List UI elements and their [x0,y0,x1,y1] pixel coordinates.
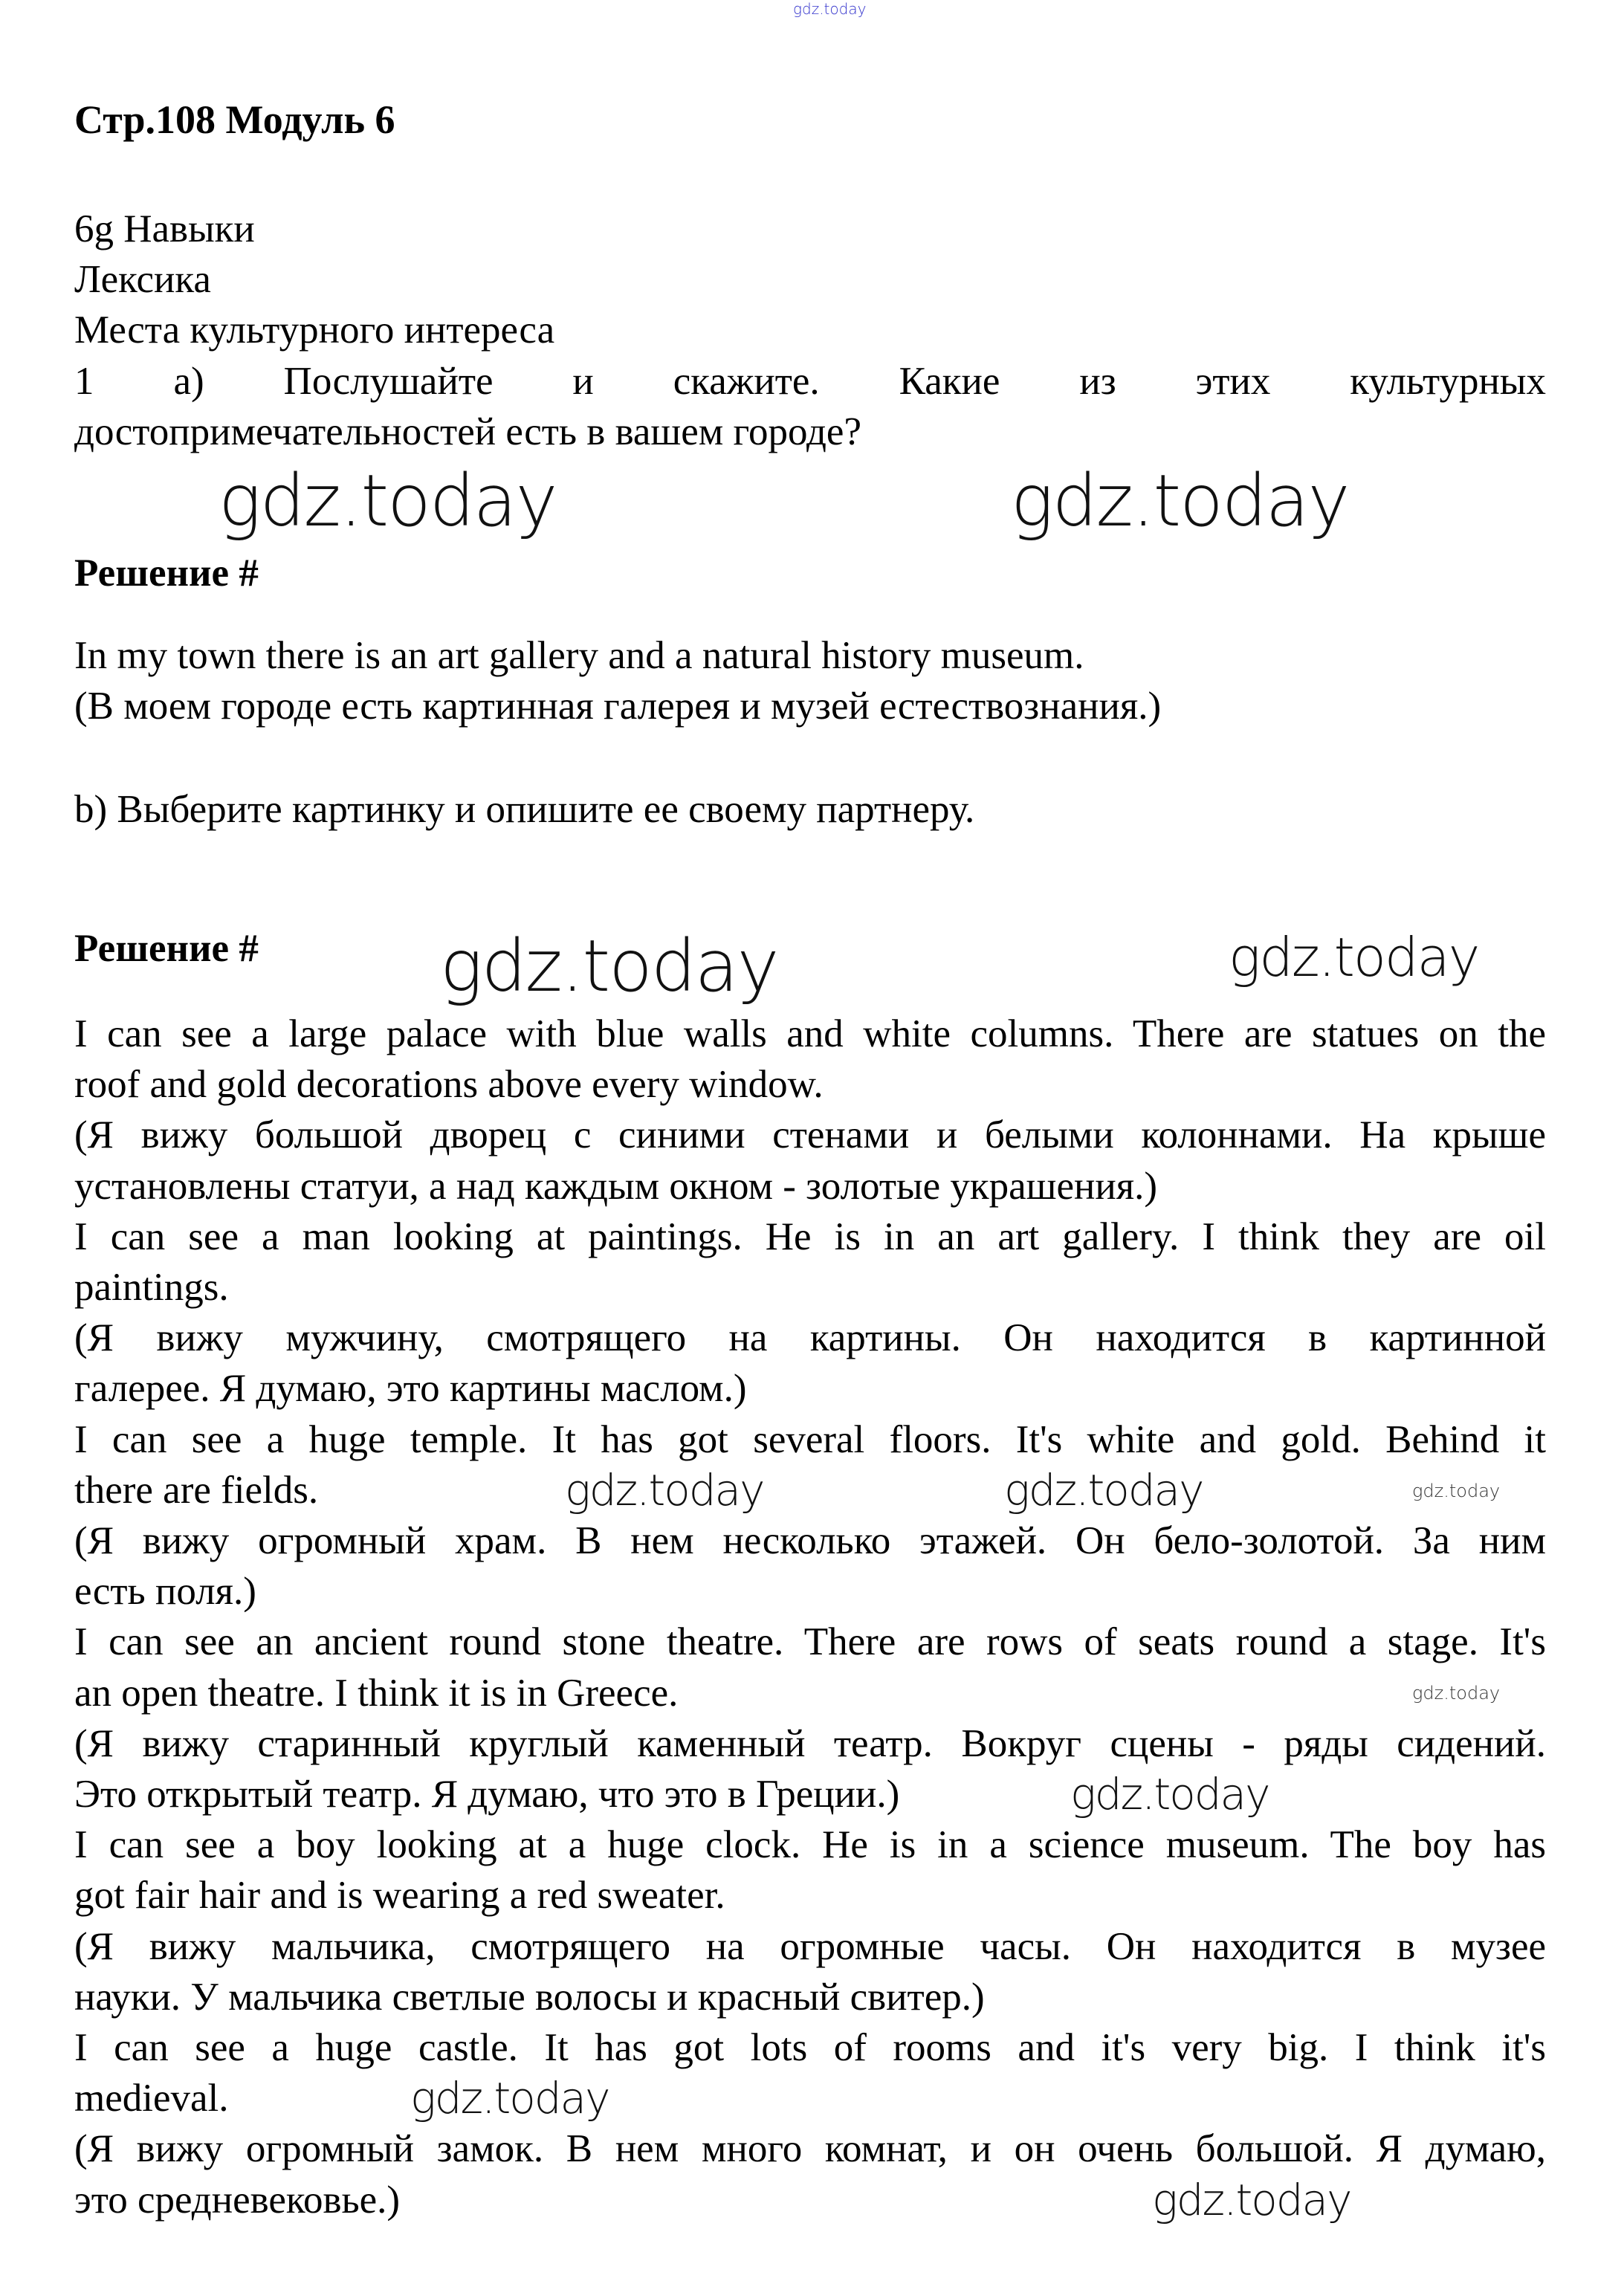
solution-1-text [74,630,1546,731]
watermark: gdz.today [565,1465,764,1515]
solution-line: установлены статуи, а над каждым окном - золотые украшения.) [74,1164,1158,1208]
solution-line: (Я вижу старинный круглый каменный театр. Вокруг сцены - ряды сидений. [74,1721,1546,1765]
watermark: gdz.today [440,925,778,1008]
solution-line: (Я вижу мужчину, смотрящего на картины. Он находится в картинной [74,1316,1546,1360]
section-line: Лексика [74,258,211,302]
watermark: gdz.today [1412,1481,1501,1501]
section-heading [74,204,1546,457]
solution-line: roof and gold decorations above every window. [74,1063,824,1107]
solution-line: I can see a huge castle. It has got lots of rooms and it's very big. I think it's [74,2026,1546,2070]
watermark: gdz.today [1070,1769,1269,1819]
solution-line: (Я вижу огромный храм. В нем несколько этажей. Он бело-золотой. За ним [74,1519,1546,1563]
solution-line: got fair hair and is wearing a red sweater. [74,1874,725,1918]
watermark: gdz.today [1152,2175,1351,2225]
solution-line: (Я вижу большой дворец с синими стенами и белыми колоннами. На крыше [74,1113,1546,1157]
solution-1-label: Решение # [74,551,259,595]
solution-line: есть поля.) [74,1570,256,1614]
solution-line: there are fields. [74,1468,319,1512]
solution-line: (Я вижу мальчика, смотрящего на огромные часы. Он находится в музее [74,1924,1546,1968]
page-title: Стр.108 Модуль 6 [74,97,395,142]
task-1a-line: достопримечательностей есть в вашем городе? [74,410,861,453]
solution-line: (В моем городе есть картинная галерея и музей естествознания.) [74,685,1162,728]
header-watermark: gdz.today [793,0,867,18]
solution-line: paintings. [74,1266,229,1310]
solution-line: (Я вижу огромный замок. В нем много комнат, и он очень большой. Я думаю, [74,2127,1546,2171]
watermark: gdz.today [1412,1683,1501,1704]
watermark: gdz.today [1004,1465,1203,1515]
solution-2-text [74,1009,1546,2225]
solution-line: это средневековье.) [74,2178,401,2222]
solution-line: I can see a huge temple. It has got several floors. It's white and gold. Behind it [74,1417,1546,1461]
watermark: gdz.today [219,459,557,543]
watermark: gdz.today [1011,459,1349,543]
solution-line: medieval. [74,2077,229,2120]
solution-line: I can see a large palace with blue walls and white columns. There are statues on the [74,1012,1546,1055]
solution-line: I can see an ancient round stone theatre. There are rows of seats round a stage. It's [74,1620,1546,1664]
solution-line: Это открытый театр. Я думаю, что это в Греции.) [74,1773,900,1816]
solution-line: an open theatre. I think it is in Greece. [74,1671,679,1715]
watermark: gdz.today [410,2073,609,2123]
solution-line: I can see a man looking at paintings. He is in an art gallery. I think they are oil [74,1214,1546,1258]
solution-line: науки. У мальчика светлые волосы и красный свитер.) [74,1975,985,2019]
task-1a-line: 1 а) Послушайте и скажите. Какие из этих культурных [74,359,1546,403]
solution-line: In my town there is an art gallery and a natural history museum. [74,634,1084,677]
section-line: Места культурного интереса [74,308,555,352]
section-line: 6g Навыки [74,207,255,250]
solution-line: I can see a boy looking at a huge clock. He is in a science museum. The boy has [74,1823,1546,1867]
solution-2-label: Решение # [74,927,259,970]
task-1b: b) Выберите картинку и опишите ее своему партнеру. [74,788,975,831]
solution-line: галерее. Я думаю, это картины маслом.) [74,1367,747,1411]
watermark: gdz.today [1229,926,1479,989]
